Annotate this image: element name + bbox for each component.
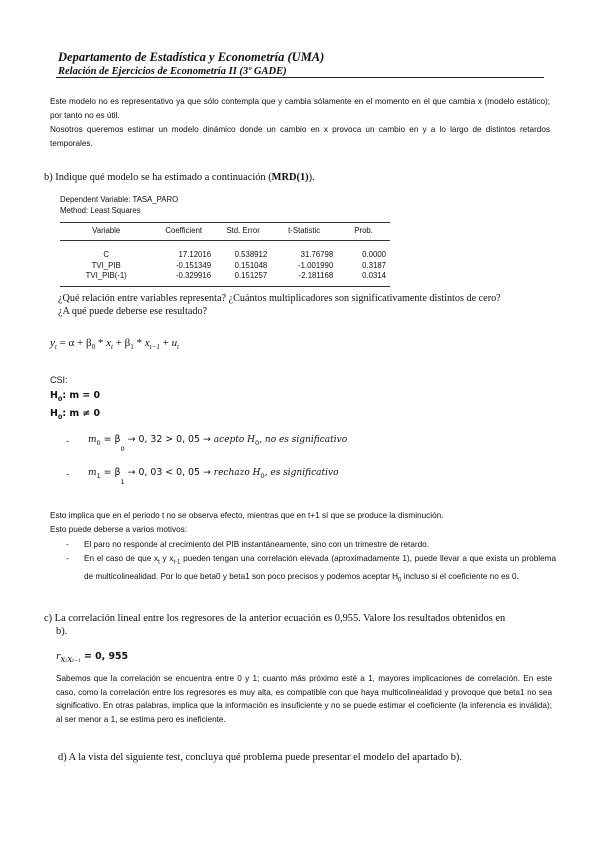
table-row: TVI_PIB -0.151349 0.151048 -1.001990 0.3187 [91, 260, 386, 270]
question-d: d) A la vista del siguiente test, concluya qué problema puede presentar el modelo del apartado b). [58, 752, 462, 763]
regression-table [60, 222, 390, 287]
regression-header [60, 194, 178, 216]
dash-marker: - [66, 469, 69, 479]
model-equation: $y_t = \alpha + \beta_0 * x_t + \beta_1 * x_{t-1} + u_t$ [50, 337, 180, 352]
col-std-error: Std. Error [215, 223, 271, 241]
question-b: b) Indique qué modelo se ha estimado a continuación (MRD(1)). [44, 172, 315, 183]
exercise-subtitle: Relación de Ejercicios de Econometría II (3º GADE) [58, 66, 287, 77]
reasons-list [66, 538, 556, 588]
department-title: Departamento de Estadística y Econometría (UMA) [58, 50, 325, 64]
m1-test-line: $m_1 = \beta_1 \to 0$, 03 < 0, 05 → rechazo $H_0$, es significativo [88, 467, 339, 486]
col-t-statistic: t-Statistic [271, 223, 337, 241]
question-c: c) La correlación lineal entre los regresores de la anterior ecuación es 0,955. Valore los resultados obtenidos en b). [44, 613, 506, 638]
correlation-value: $r_{xtxt-1} = 0$, 955 [56, 651, 129, 665]
table-row: TVI_PIB(-1) -0.329916 0.151257 -2.181168 0.0314 [60, 271, 390, 286]
intro-paragraph-2: Nosotros queremos estimar un modelo dinámico donde un cambio en x provoca un cambio en y a lo largo de distintos retardos temporales. [50, 125, 550, 148]
col-coefficient: Coefficient [152, 223, 215, 241]
header-divider [56, 77, 544, 78]
dependent-variable: Dependent Variable: TASA_PARO [60, 195, 179, 204]
question-b-followup: ¿Qué relación entre variables representa? ¿Cuántos multiplicadores son significativamente distintos de cero? ¿A qué puede deberse ese resultado? [58, 293, 501, 318]
null-hypothesis: $H_0$: m = 0 [50, 390, 101, 403]
table-row: C 17.12016 0.538912 31.76798 0.0000 [103, 250, 386, 259]
col-prob: Prob. [337, 223, 390, 241]
col-variable: Variable [60, 223, 152, 241]
m0-test-line: $m_0 = \beta_0 \to 0$, 32 > 0, 05 → acepto $H_0$, no es significativo [88, 434, 348, 453]
list-item: - El paro no responde al crecimiento del PIB instantáneamente, sino con un trimestre de retardo. [84, 538, 556, 552]
intro-paragraph-1: Este modelo no es representativo ya que sólo contempla que y cambia sólamente en el momento en el que cambia x (modelo estático); por tanto no es útil. [50, 97, 550, 120]
csi-label: CSI: [50, 375, 68, 385]
dash-marker: - [66, 540, 69, 549]
list-item: - En el caso de que $x_t$ y $x_{t-1}$ pueden tengan una correlación elevada (aproximadamente 1), puede llevar a que exista un problema de multicolinealidad. Por lo que beta0 y beta1 son poco precisos y podemos aceptar $H_0$ incluso si el coeficiente no es 0. [66, 553, 556, 584]
alternative-hypothesis: $H_0$: m ≠ 0 [50, 408, 101, 421]
dash-marker: - [66, 553, 69, 563]
implication-paragraph: Esto implica que en el periodo t no se observa efecto, mientras que en t+1 sí que se produce la disminución. Esto puede deberse a varios motivos: [50, 511, 444, 534]
dash-marker: - [66, 436, 69, 446]
estimation-method: Method: Least Squares [60, 206, 141, 215]
correlation-explanation: Sabemos que la correlación se encuentra entre 0 y 1; cuanto más próximo esté a 1, mayores implicaciones de correlación. En este caso, como la correlación entre los regresores es muy alta, es compatible con que haya multicolinealidad y provoque que beta1 no sea significativo. En otras palabras, implica que la información es insuficiente y no se puede estimar el coeficiente (la inferencia es inválida); al ser menor a 1, se estima pero es ineficiente. [56, 674, 552, 724]
